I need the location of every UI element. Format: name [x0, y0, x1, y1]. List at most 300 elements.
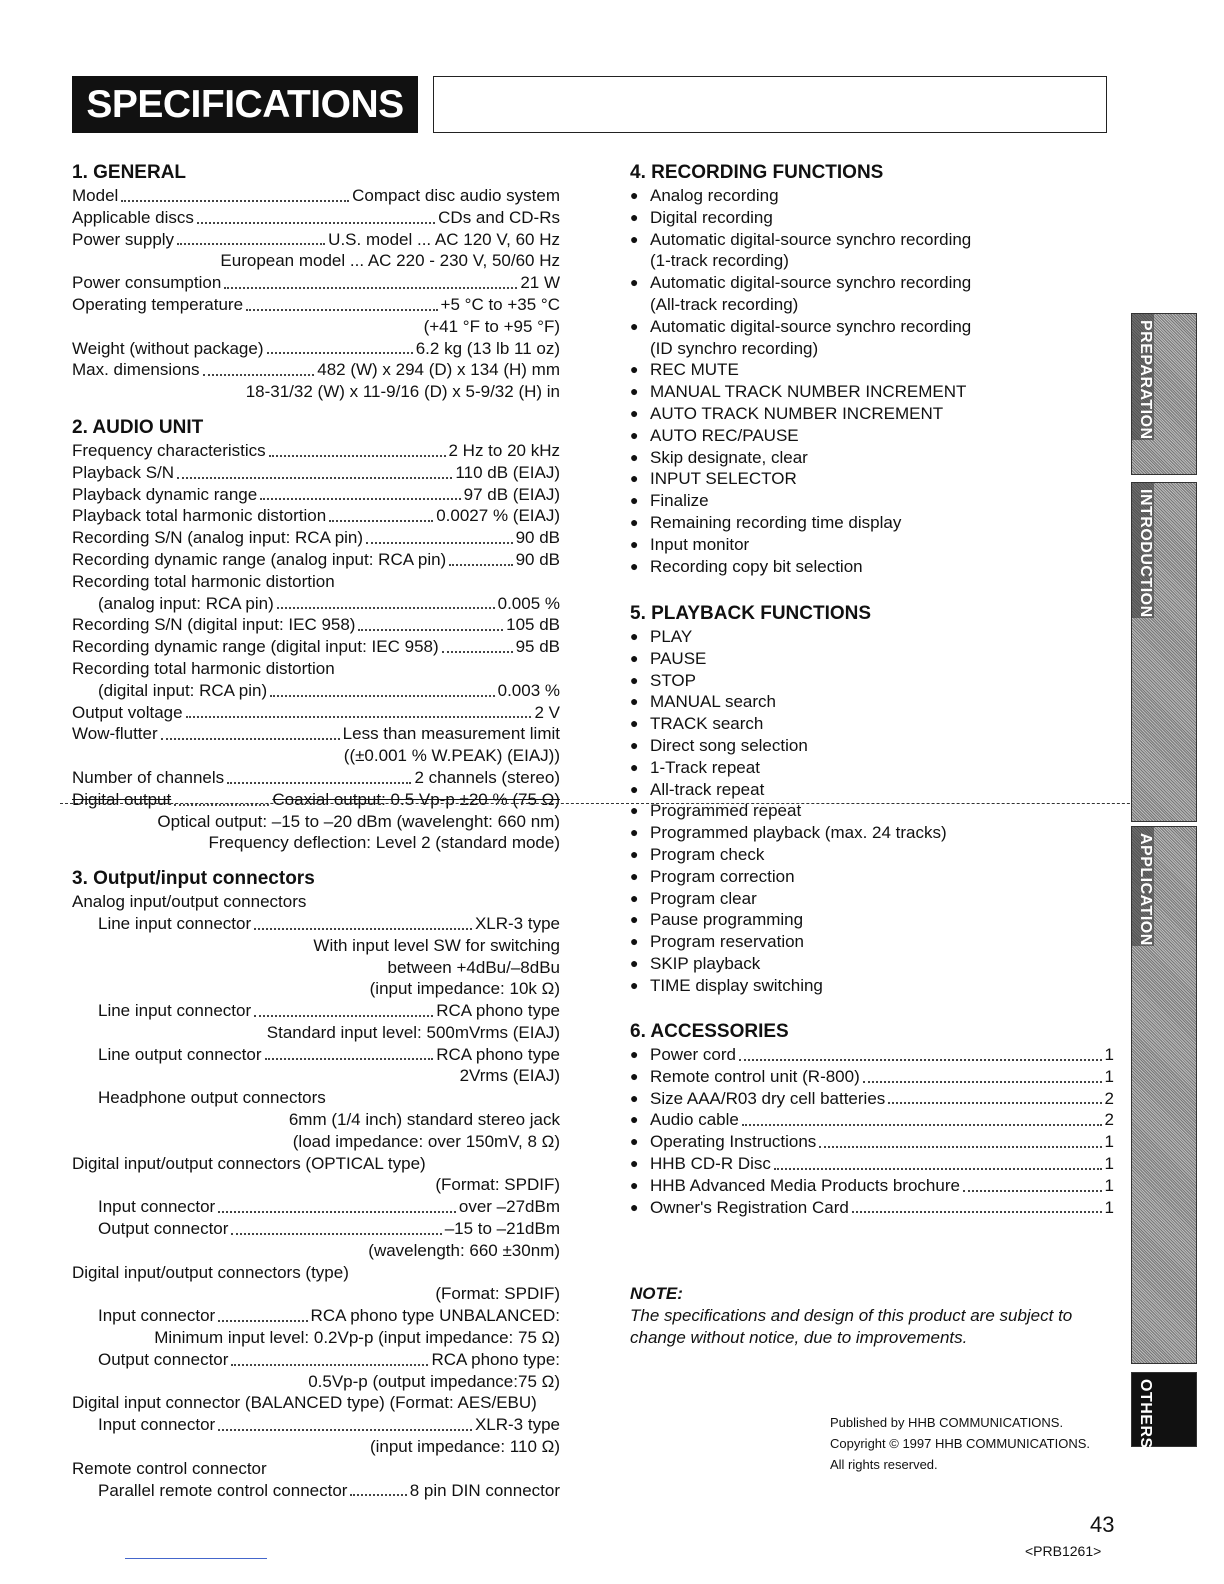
accessory-item — [630, 1131, 1114, 1153]
spec-value: 0.5Vp-p (output impedance:75 Ω) — [308, 1371, 560, 1391]
list-item — [630, 713, 1114, 735]
spec-continuation — [72, 1174, 560, 1196]
spec-value: 482 (W) x 294 (D) x 134 (H) mm — [317, 360, 560, 380]
spec-row — [72, 636, 560, 658]
bullet-icon: ● — [630, 1154, 639, 1171]
bullet-icon: ● — [630, 954, 639, 971]
spec-label: Line input connector — [98, 913, 252, 933]
leader-dots — [177, 477, 452, 479]
spec-label: (analog input: RCA pin) — [98, 593, 274, 613]
spec-label: Recording dynamic range (digital input: IEC 958) — [72, 637, 439, 657]
leader-dots — [177, 243, 325, 245]
leader-dots — [329, 520, 433, 522]
spec-value: between +4dBu/–8dBu — [387, 957, 560, 977]
spec-label: Input connector — [98, 1306, 216, 1326]
spec-row — [72, 484, 560, 506]
note-text-line2: change without notice, due to improvements. — [630, 1327, 968, 1347]
spec-continuation — [72, 1283, 560, 1305]
accessory-name: HHB CD-R Disc — [650, 1153, 771, 1173]
list-item-text: (1-track recording) — [650, 251, 789, 271]
spec-label: Recording S/N (digital input: IEC 958) — [72, 615, 356, 635]
spec-value: Standard input level: 500mVrms (EIAJ) — [266, 1022, 560, 1042]
bullet-icon: ● — [630, 1176, 639, 1193]
leader-dots — [231, 1364, 428, 1366]
accessory-row — [650, 1175, 1114, 1197]
spec-value: 90 dB — [515, 528, 560, 548]
bullet-icon: ● — [630, 317, 639, 334]
list-item — [630, 779, 1114, 801]
list-item — [630, 691, 1114, 713]
spec-label: Recording S/N (analog input: RCA pin) — [72, 528, 364, 548]
spec-value: Less than measurement limit — [342, 724, 560, 744]
bullet-icon: ● — [630, 1089, 639, 1106]
list-item-continuation — [630, 338, 1114, 360]
list-item-text: STOP — [650, 670, 696, 690]
spec-row — [72, 913, 560, 935]
spec-row — [72, 207, 560, 229]
accessory-item — [630, 1044, 1114, 1066]
bullet-icon: ● — [630, 780, 639, 797]
list-item — [630, 316, 1114, 338]
spec-label: Output connector — [98, 1219, 229, 1239]
accessory-quantity: 1 — [1104, 1045, 1114, 1064]
list-item-text: MANUAL search — [650, 692, 776, 712]
spec-value: Minimum input level: 0.2Vp-p (input impedance: 75 Ω) — [154, 1328, 560, 1348]
bullet-icon: ● — [630, 361, 639, 378]
accessory-name: Remote control unit (R-800) — [650, 1066, 860, 1086]
spec-row — [72, 1414, 560, 1436]
leader-dots — [186, 716, 532, 718]
leader-dots — [267, 352, 413, 354]
spec-row — [72, 272, 560, 294]
accessory-item — [630, 1153, 1114, 1175]
spec-value: over –27dBm — [458, 1197, 560, 1217]
spec-subheading — [72, 1153, 560, 1175]
bullet-icon: ● — [630, 448, 639, 465]
list-item — [630, 512, 1114, 534]
spec-value: (input impedance: 110 Ω) — [369, 1437, 560, 1457]
tab-preparation[interactable] — [1131, 313, 1197, 475]
spec-row — [72, 789, 560, 811]
spec-subheading — [72, 658, 560, 680]
spec-row — [72, 1000, 560, 1022]
list-item — [630, 757, 1114, 779]
spec-subheading — [72, 1262, 560, 1284]
list-item-text: AUTO REC/PAUSE — [650, 425, 799, 445]
list-item-text: Finalize — [650, 491, 709, 511]
accessory-row — [650, 1109, 1114, 1131]
list-item — [630, 534, 1114, 556]
accessory-name: HHB Advanced Media Products brochure — [650, 1175, 960, 1195]
list-item-text: Automatic digital-source synchro recording — [650, 229, 972, 249]
spec-row — [72, 294, 560, 316]
list-item — [630, 975, 1114, 997]
spec-row — [72, 359, 560, 381]
list-item — [630, 207, 1114, 229]
list-item-text: Program reservation — [650, 932, 805, 952]
spec-label: Line output connector — [98, 1044, 262, 1064]
accessory-name: Audio cable — [650, 1110, 739, 1130]
bullet-icon: ● — [630, 758, 639, 775]
bullet-icon: ● — [630, 715, 639, 732]
accessory-row — [650, 1131, 1114, 1153]
tab-application[interactable] — [1131, 826, 1197, 1364]
spec-continuation — [72, 250, 560, 272]
list-item-text: Program correction — [650, 866, 795, 886]
spec-row — [72, 767, 560, 789]
section-heading: 1. GENERAL — [72, 162, 187, 183]
bullet-icon: ● — [630, 1198, 639, 1215]
spec-value: (Format: SPDIF) — [435, 1175, 560, 1195]
leader-dots — [963, 1190, 1102, 1192]
spec-continuation — [72, 957, 560, 979]
bullet-icon: ● — [630, 383, 639, 400]
publisher-line: Published by HHB COMMUNICATIONS. — [830, 1415, 1064, 1430]
spec-value: 95 dB — [515, 637, 560, 657]
title-frame — [433, 76, 1107, 133]
spec-value: +5 °C to +35 °C — [440, 294, 560, 314]
spec-label: Weight (without package) — [72, 338, 264, 358]
list-item — [630, 381, 1114, 403]
list-item-text: TRACK search — [650, 714, 764, 734]
list-item-continuation — [630, 250, 1114, 272]
list-item — [630, 403, 1114, 425]
spec-label: Remote control connector — [72, 1458, 267, 1478]
leader-dots — [224, 287, 517, 289]
spec-subheading — [72, 1392, 560, 1414]
list-item-text: TIME display switching — [650, 975, 823, 995]
list-item-text: 1-Track repeat — [650, 757, 760, 777]
bullet-icon: ● — [630, 470, 639, 487]
leader-dots — [203, 374, 315, 376]
rights-line: All rights reserved. — [830, 1457, 938, 1472]
spec-value: 6.2 kg (13 lb 11 oz) — [415, 338, 560, 358]
accessory-quantity: 1 — [1104, 1197, 1114, 1217]
tab-label: APPLICATION — [1132, 827, 1154, 946]
spec-value: 18-31/32 (W) x 11-9/16 (D) x 5-9/32 (H) in — [245, 382, 560, 402]
list-item — [630, 425, 1114, 447]
bullet-icon: ● — [630, 628, 639, 644]
bullet-icon: ● — [630, 1111, 639, 1128]
spec-value: RCA phono type: — [431, 1349, 560, 1369]
spec-continuation — [72, 1371, 560, 1393]
spec-label: Digital input/output connectors (OPTICAL type) — [72, 1153, 426, 1173]
spec-value: Compact disc audio system — [352, 186, 560, 205]
copyright-line: Copyright © 1997 HHB COMMUNICATIONS. — [830, 1436, 1091, 1451]
spec-subheading — [72, 891, 560, 913]
tab-label: PREPARATION — [1132, 314, 1154, 440]
spec-row — [72, 593, 560, 615]
accessory-quantity: 2 — [1104, 1088, 1114, 1108]
spec-label: Max. dimensions — [72, 360, 200, 380]
list-item — [630, 556, 1114, 578]
list-item — [630, 185, 1114, 207]
section-heading: 4. RECORDING FUNCTIONS — [630, 162, 884, 183]
list-item — [630, 229, 1114, 251]
leader-dots — [350, 1494, 406, 1496]
spec-label: Parallel remote control connector — [98, 1480, 348, 1500]
spec-continuation — [72, 381, 560, 403]
spec-continuation — [72, 1109, 560, 1131]
note-block — [630, 1283, 1114, 1348]
spec-row — [72, 527, 560, 549]
list-item-text: Remaining recording time display — [650, 512, 902, 532]
spec-continuation — [72, 935, 560, 957]
list-item-text: Programmed repeat — [650, 801, 802, 821]
list-item — [630, 844, 1114, 866]
spec-row — [72, 1480, 560, 1502]
spec-label: Input connector — [98, 1197, 216, 1217]
section-heading: 6. ACCESSORIES — [630, 1021, 789, 1042]
blue-rule — [125, 1558, 267, 1559]
document-code: <PRB1261> — [1025, 1543, 1102, 1559]
list-item — [630, 735, 1114, 757]
left-column — [72, 160, 560, 1501]
accessory-row — [650, 1044, 1114, 1066]
spec-label: Output connector — [98, 1349, 229, 1369]
list-item-text: Automatic digital-source synchro recording — [650, 273, 972, 293]
list-item — [630, 866, 1114, 888]
list-item-text: Skip designate, clear — [650, 447, 808, 467]
bullet-icon: ● — [630, 426, 639, 443]
spec-label: Wow-flutter — [72, 724, 158, 744]
spec-row — [72, 338, 560, 360]
leader-dots — [161, 738, 340, 740]
accessory-item — [630, 1197, 1114, 1219]
accessory-quantity: 1 — [1104, 1066, 1114, 1086]
list-item — [630, 626, 1114, 648]
spec-label: Recording total harmonic distortion — [72, 571, 335, 591]
spec-label: Power consumption — [72, 273, 222, 293]
list-item — [630, 272, 1114, 294]
playback-functions — [630, 601, 1114, 997]
spec-row — [72, 702, 560, 724]
leader-dots — [218, 1211, 456, 1213]
spec-label: Analog input/output connectors — [72, 892, 307, 912]
spec-value: European model ... AC 220 - 230 V, 50/60 Hz — [220, 251, 560, 271]
spec-value: 6mm (1/4 inch) standard stereo jack — [288, 1110, 560, 1130]
spec-continuation — [72, 745, 560, 767]
list-item-text: Digital recording — [650, 207, 773, 227]
spec-value: (load impedance: over 150mV, 8 Ω) — [292, 1131, 560, 1151]
accessory-item — [630, 1066, 1114, 1088]
spec-continuation — [72, 1065, 560, 1087]
spec-label: Recording total harmonic distortion — [72, 658, 335, 678]
spec-value: (wavelength: 660 ±30nm) — [368, 1240, 560, 1260]
spec-value: XLR-3 type — [474, 1415, 560, 1435]
spec-row — [72, 229, 560, 251]
page-number: 43 — [1090, 1512, 1115, 1537]
accessory-row — [650, 1066, 1114, 1088]
leader-dots — [227, 782, 411, 784]
spec-row — [72, 505, 560, 527]
spec-continuation — [72, 1436, 560, 1458]
spec-label: Headphone output connectors — [98, 1088, 326, 1108]
page-title: SPECIFICATIONS — [72, 76, 418, 133]
leader-dots — [218, 1320, 307, 1322]
bullet-icon: ● — [630, 513, 639, 530]
spec-label: Output voltage — [72, 702, 183, 722]
leader-dots — [218, 1429, 472, 1431]
spec-row — [72, 1218, 560, 1240]
leader-dots — [742, 1124, 1102, 1126]
list-item-text: Program check — [650, 844, 765, 864]
leader-dots — [269, 455, 446, 457]
spec-value: 21 W — [520, 273, 560, 293]
list-item — [630, 909, 1114, 931]
spec-label: Input connector — [98, 1415, 216, 1435]
spec-row — [72, 1305, 560, 1327]
list-item-text: Input monitor — [650, 534, 750, 554]
section-heading: 2. AUDIO UNIT — [72, 416, 204, 438]
spec-row — [72, 1349, 560, 1371]
spec-label: Digital input/output connectors (type) — [72, 1262, 349, 1282]
list-item — [630, 359, 1114, 381]
leader-dots — [254, 928, 472, 930]
spec-value: 90 dB — [515, 549, 560, 569]
tab-others[interactable] — [1131, 1372, 1197, 1447]
bullet-icon: ● — [630, 649, 639, 666]
accessory-row — [650, 1197, 1114, 1219]
spec-row — [72, 1044, 560, 1066]
bullet-icon: ● — [630, 976, 639, 993]
bullet-icon: ● — [630, 889, 639, 906]
leader-dots — [197, 222, 435, 224]
leader-dots — [366, 542, 513, 544]
bullet-icon: ● — [630, 492, 639, 509]
bullet-icon: ● — [630, 557, 639, 574]
list-item-text: INPUT SELECTOR — [650, 469, 797, 489]
recording-functions — [630, 160, 1114, 577]
list-item — [630, 648, 1114, 670]
bullet-icon: ● — [630, 671, 639, 688]
spec-value: 2Vrms (EIAJ) — [459, 1066, 560, 1086]
spec-subheading — [72, 1087, 560, 1109]
list-item-continuation — [630, 294, 1114, 316]
publisher-info — [830, 1412, 1090, 1475]
spec-label: Operating temperature — [72, 294, 244, 314]
leader-dots — [277, 607, 495, 609]
leader-dots — [265, 1058, 434, 1060]
bullet-icon — [630, 294, 650, 316]
leader-dots — [449, 564, 512, 566]
bullet-icon: ● — [630, 274, 639, 291]
accessory-quantity: 1 — [1104, 1132, 1114, 1152]
accessory-row — [650, 1153, 1114, 1175]
leader-dots — [260, 498, 460, 500]
spec-row — [72, 440, 560, 462]
spec-value: (Format: SPDIF) — [435, 1284, 560, 1304]
spec-continuation — [72, 1327, 560, 1349]
leader-dots — [246, 309, 438, 311]
spec-value: Frequency deflection: Level 2 (standard mode) — [208, 833, 560, 853]
spec-row — [72, 1196, 560, 1218]
list-item-text: SKIP playback — [650, 953, 761, 973]
list-item-text: Pause programming — [650, 910, 804, 930]
tab-introduction[interactable] — [1131, 482, 1197, 822]
divider-line — [60, 803, 1195, 804]
spec-row — [72, 614, 560, 636]
bullet-icon: ● — [630, 187, 639, 203]
bullet-icon: ● — [630, 404, 639, 421]
spec-subheading — [72, 1458, 560, 1480]
spec-label: Line input connector — [98, 1001, 252, 1021]
spec-value: CDs and CD-Rs — [438, 207, 560, 227]
accessory-quantity: 1 — [1104, 1175, 1114, 1195]
bullet-icon — [630, 250, 650, 272]
spec-continuation — [72, 1131, 560, 1153]
spec-label: Playback S/N — [72, 462, 175, 482]
spec-label: Playback dynamic range — [72, 484, 258, 504]
spec-value: 2 V — [534, 702, 560, 722]
list-item-text: REC MUTE — [650, 360, 739, 380]
list-item — [630, 670, 1114, 692]
spec-continuation — [72, 832, 560, 854]
bullet-icon: ● — [630, 845, 639, 862]
list-item — [630, 931, 1114, 953]
spec-value: Optical output: –15 to –20 dBm (wavelenght: 660 nm) — [157, 811, 560, 831]
bullet-icon: ● — [630, 802, 639, 819]
list-item — [630, 447, 1114, 469]
bullet-icon: ● — [630, 736, 639, 753]
spec-value: (input impedance: 10k Ω) — [369, 979, 560, 999]
spec-value: Coaxial output: 0.5 Vp-p ±20 % (75 Ω) — [272, 789, 560, 809]
accessory-item — [630, 1109, 1114, 1131]
bullet-icon: ● — [630, 933, 639, 950]
list-item-text: Automatic digital-source synchro recording — [650, 316, 972, 336]
list-item-text: Recording copy bit selection — [650, 556, 863, 576]
list-item-text: All-track repeat — [650, 779, 765, 799]
bullet-icon: ● — [630, 230, 639, 247]
bullet-icon: ● — [630, 1067, 639, 1084]
accessory-item — [630, 1175, 1114, 1197]
list-item — [630, 468, 1114, 490]
bullet-icon: ● — [630, 911, 639, 928]
spec-value: 97 dB (EIAJ) — [463, 484, 560, 504]
spec-label: Digital output — [72, 789, 172, 809]
spec-label: Number of channels — [72, 767, 225, 787]
list-item — [630, 822, 1114, 844]
section-heading: 3. Output/input connectors — [72, 868, 315, 890]
spec-value: 2 Hz to 20 kHz — [448, 440, 560, 460]
spec-continuation — [72, 1022, 560, 1044]
accessory-quantity: 2 — [1104, 1110, 1114, 1130]
spec-value: U.S. model ... AC 120 V, 60 Hz — [328, 229, 560, 249]
spec-value: RCA phono type — [436, 1044, 560, 1064]
spec-value: 0.0027 % (EIAJ) — [436, 506, 560, 526]
list-item — [630, 888, 1114, 910]
accessory-quantity: 1 — [1104, 1153, 1114, 1173]
spec-value: 105 dB — [506, 615, 560, 635]
bullet-icon: ● — [630, 535, 639, 552]
list-item — [630, 953, 1114, 975]
spec-label: Model — [72, 186, 119, 205]
leader-dots — [358, 629, 503, 631]
spec-continuation — [72, 316, 560, 338]
spec-value: 110 dB (EIAJ) — [455, 462, 560, 482]
spec-row — [72, 462, 560, 484]
spec-subheading — [72, 571, 560, 593]
bullet-icon: ● — [630, 867, 639, 884]
accessory-name: Operating Instructions — [650, 1132, 817, 1152]
list-item-text: PAUSE — [650, 648, 707, 668]
leader-dots — [739, 1059, 1102, 1061]
list-item-text: Direct song selection — [650, 735, 808, 755]
spec-label: Frequency characteristics — [72, 440, 266, 460]
list-item-text: MANUAL TRACK NUMBER INCREMENT — [650, 382, 967, 402]
spec-value: –15 to –21dBm — [444, 1219, 560, 1239]
spec-continuation — [72, 978, 560, 1000]
